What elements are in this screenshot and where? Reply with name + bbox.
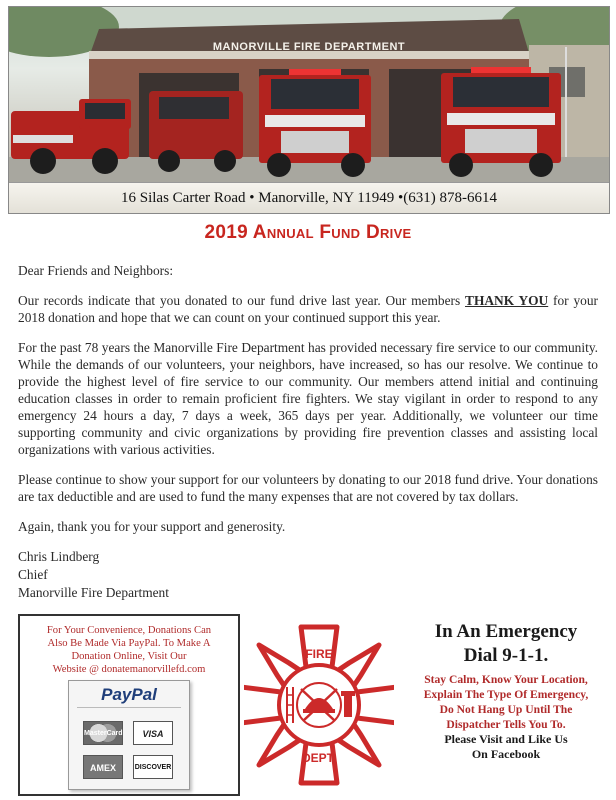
donation-line: Also Be Made Via PayPal. To Make A xyxy=(47,638,211,649)
visa-icon: VISA xyxy=(133,721,173,745)
signature-org: Manorville Fire Department xyxy=(18,585,169,600)
signature-block xyxy=(18,548,598,602)
facebook-callout: On Facebook xyxy=(471,747,541,761)
donation-box xyxy=(18,614,240,796)
header-photo xyxy=(8,6,610,214)
building-sign: MANORVILLE FIRE DEPARTMENT xyxy=(212,41,406,53)
emergency-instruction: Stay Calm, Know Your Location, xyxy=(424,673,588,686)
paragraph-appeal: Please continue to show your support for our volunteers by donating to our 2018 fund drive. Your donations are tax deductible and are used to fund the many expenses that are not covered by tax dollars. xyxy=(18,472,598,504)
emergency-instruction: Do Not Hang Up Until The xyxy=(439,703,573,716)
donation-text xyxy=(26,624,232,676)
donation-line: Donation Online, Visit Our xyxy=(71,651,187,662)
paypal-card xyxy=(68,680,190,790)
discover-icon: DISCOVER xyxy=(133,755,173,779)
fire-dept-badge-icon xyxy=(244,622,394,788)
p1-text-before: Our records indicate that you donated to our fund drive last year. Our members xyxy=(18,293,466,308)
mastercard-icon: MasterCard xyxy=(83,721,123,745)
signature-name: Chris Lindberg xyxy=(18,549,100,564)
page-title: 2019 Annual Fund Drive xyxy=(204,222,412,243)
emergency-dial: Dial 9-1-1. xyxy=(463,645,549,666)
paragraph-thank-you xyxy=(18,292,598,326)
emergency-title: In An Emergency xyxy=(434,621,578,642)
letter-body xyxy=(18,262,598,602)
amex-icon: AMEX xyxy=(83,755,123,779)
thank-you-emphasis: THANK YOU xyxy=(465,293,549,308)
donation-website[interactable]: Website @ donatemanorvillefd.com xyxy=(52,664,206,675)
badge-bottom-text: DEPT. xyxy=(301,751,337,765)
emergency-instruction: Explain The Type Of Emergency, xyxy=(423,688,589,701)
paragraph-history: For the past 78 years the Manorville Fire Department has provided necessary fire service to our community. While the demands of our volunteers, your neighbors, have increased, so has our resolve. We continue to provide the highest level of fire service to our community. Our members attend initial and continuing education classes in order to remain proficient fire fighters. We stay vigilant in order to respond to any emergency 24 hours a day, 7 days a week, 365 days per year. Additionally, we volunteer our time supporting community and civic organizations by providing fire prevention classes and assisting local organizations with various activities. xyxy=(18,340,598,457)
paypal-logo: PayPal xyxy=(77,685,181,708)
donation-line: For Your Convenience, Donations Can xyxy=(46,625,212,636)
signature-role: Chief xyxy=(18,567,48,582)
p1-text-after: for your 2018 donation and hope that we can count on your continued support this year. xyxy=(18,293,599,325)
greeting: Dear Friends and Neighbors: xyxy=(18,263,174,278)
paragraph-closing: Again, thank you for your support and generosity. xyxy=(18,519,286,534)
emergency-block xyxy=(400,620,612,762)
facebook-callout: Please Visit and Like Us xyxy=(444,732,568,746)
badge-top-text: FIRE xyxy=(305,647,333,661)
address-bar: 16 Silas Carter Road • Manorville, NY 11949 •(631) 878-6614 xyxy=(9,182,609,213)
emergency-instruction: Dispatcher Tells You To. xyxy=(446,718,566,731)
